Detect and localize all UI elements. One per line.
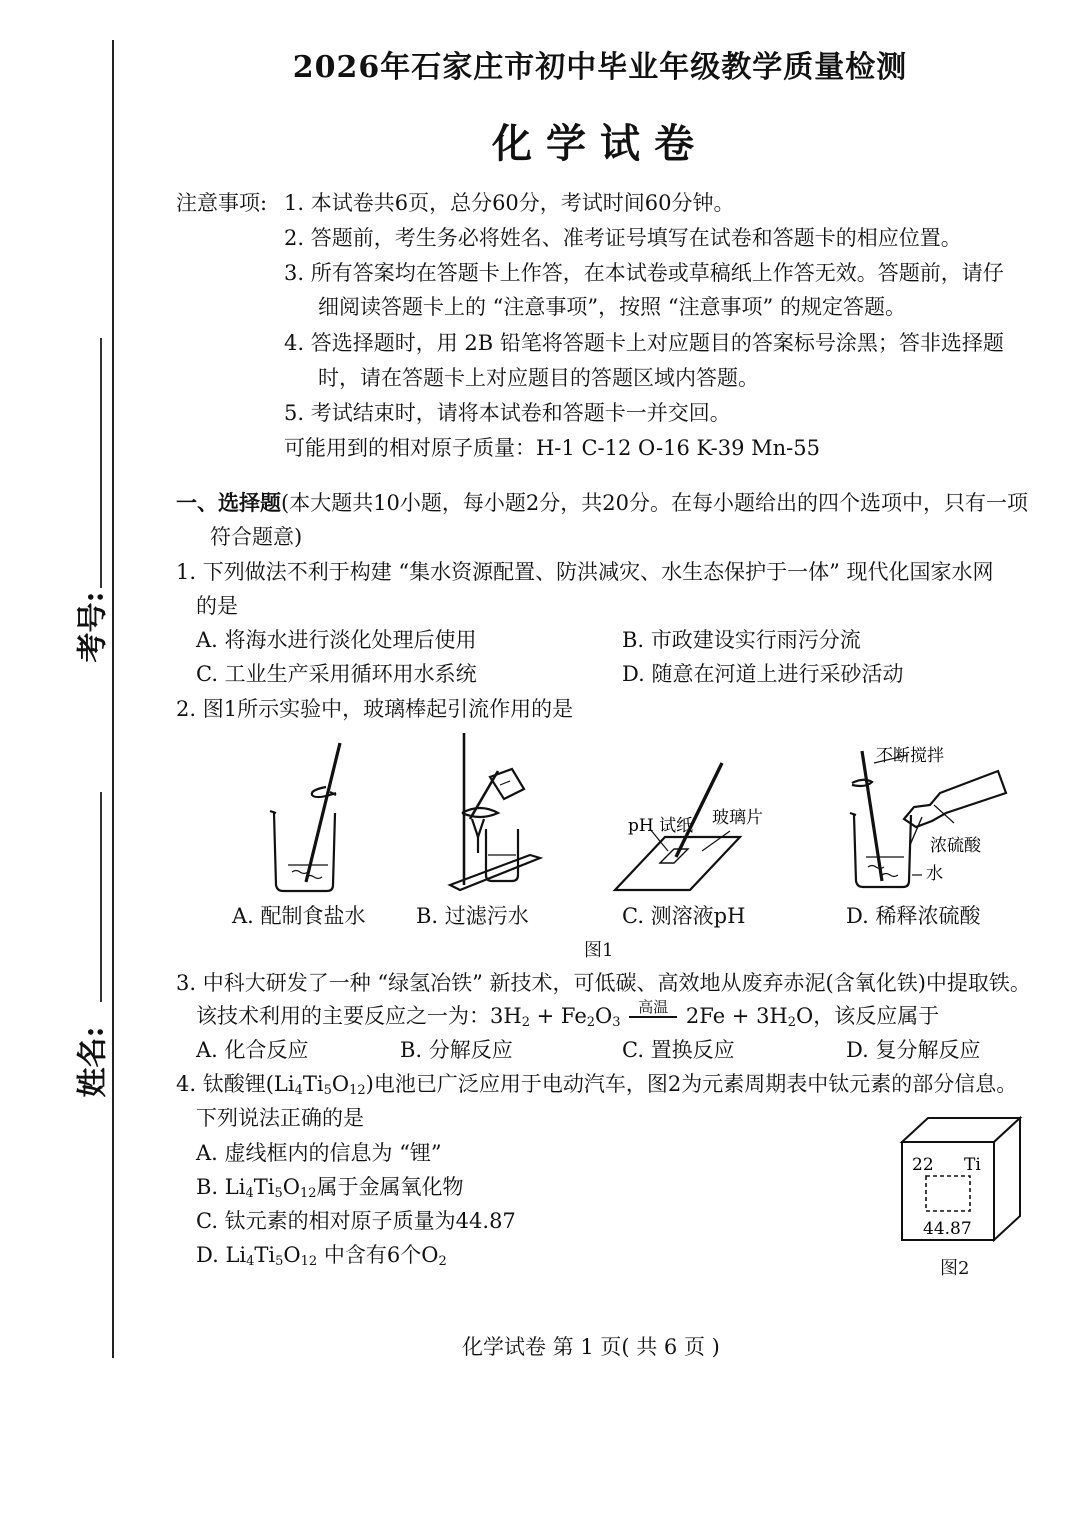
q1-stem-line2: 的是 — [196, 594, 238, 618]
q1-option-b: B. 市政建设实行雨污分流 — [622, 628, 861, 652]
q3-stem-post: ，该反应属于 — [813, 1004, 940, 1028]
q1-stem: 1. 下列做法不利于构建 “集水资源配置、防洪减灾、水生态保护于一体” 现代化国家水网 — [176, 560, 994, 584]
q3-option-d: D. 复分解反应 — [846, 1038, 981, 1062]
q4-stem: 4. 钛酸锂$(Li_4Ti_5O_{12})$电池已广泛应用于电动汽车，图2为元素周期表中钛元素的部分信息。 — [176, 1072, 1018, 1098]
element-atomic-number: 22 — [912, 1155, 934, 1175]
beaker-a-drawing — [270, 743, 340, 891]
notice-item: 5. 考试结束时，请将本试卷和答题卡一并交回。 — [284, 401, 731, 425]
fig1-caption-a: A. 配制食盐水 — [232, 904, 366, 928]
atomic-mass-line: 可能用到的相对原子质量：H-1 C-12 O-16 K-39 Mn-55 — [284, 436, 820, 460]
name-label: 姓名: — [75, 1026, 111, 1098]
label-ph-paper: pH 试纸 — [628, 816, 694, 836]
notice-item: 细阅读答题卡上的 “注意事项”，按照 “注意事项” 的规定答题。 — [318, 295, 906, 319]
q4-option-b: B. $Li_4Ti_5O_{12}$属于金属氧化物 — [196, 1175, 464, 1201]
fig1-caption-b: B. 过滤污水 — [416, 904, 529, 928]
element-symbol: Ti — [964, 1155, 981, 1175]
q3-reaction-condition: 高温 — [638, 998, 669, 1016]
q4-option-c: C. 钛元素的相对原子质量为44.87 — [196, 1209, 516, 1233]
q3-equation-right: $2Fe + 3H_2O$ — [679, 1004, 814, 1030]
q3-option-b: B. 分解反应 — [400, 1038, 513, 1062]
figure2-element-card — [896, 1112, 1028, 1246]
exam-number-label: 考号: — [75, 591, 111, 663]
notice-item: 2. 答题前，考生务必将姓名、准考证号填写在试卷和答题卡的相应位置。 — [284, 226, 962, 250]
notice-label: 注意事项: — [176, 191, 268, 215]
exam-number-line — [100, 338, 102, 588]
notice-item: 3. 所有答案均在答题卡上作答，在本试卷或草稿纸上作答无效。答题前，请仔 — [284, 261, 1004, 285]
page-subtitle: 化学试卷 — [492, 120, 708, 167]
section-heading — [176, 490, 1028, 516]
q4-option-d: D. $Li_4Ti_5O_{12}$ 中含有6个$O_2$ — [196, 1243, 447, 1269]
page-title: 2026年石家庄市初中毕业年级教学质量检测 — [292, 50, 908, 85]
page-footer: 化学试卷 第 1 页( 共 6 页 ) — [462, 1335, 720, 1359]
q3-equation-left: $3H_2 + Fe_2O_3$ — [490, 1004, 621, 1030]
q4-option-a: A. 虚线框内的信息为 “锂” — [196, 1141, 442, 1165]
label-water: 水 — [926, 864, 943, 884]
fig1-caption-d: D. 稀释浓硫酸 — [846, 904, 981, 928]
q3-stem-pre: 该技术利用的主要反应之一为： — [196, 1004, 490, 1028]
q3-option-a: A. 化合反应 — [196, 1038, 309, 1062]
section-heading-bold: 一、选择题 — [176, 490, 281, 515]
section-heading-line2: 符合题意) — [210, 525, 303, 549]
figure1-diagram — [230, 725, 1050, 900]
q1-option-a: A. 将海水进行淡化处理后使用 — [196, 628, 477, 652]
q4-stem-post: )电池已广泛应用于电动汽车，图2为元素周期表中钛元素的部分信息。 — [365, 1072, 1018, 1096]
fig1-caption-c: C. 测溶液pH — [622, 904, 746, 928]
q3-option-c: C. 置换反应 — [622, 1038, 735, 1062]
binding-margin-line — [112, 40, 114, 1358]
q3-reaction-bar — [629, 1016, 677, 1018]
q3-stem-line2 — [196, 998, 940, 1030]
label-glass-slide: 玻璃片 — [712, 808, 763, 828]
notice-item: 4. 答选择题时，用 2B 铅笔将答题卡上对应题目的答案标号涂黑；答非选择题 — [284, 331, 1004, 355]
label-concentrated-acid: 浓硫酸 — [930, 836, 981, 856]
section-heading-rest: (本大题共10小题，每小题2分，共20分。在每小题给出的四个选项中，只有一项 — [281, 491, 1028, 515]
q4-option-d-text: 中含有6个O — [323, 1243, 439, 1267]
figure2-label: 图2 — [940, 1258, 970, 1279]
element-atomic-mass: 44.87 — [923, 1219, 972, 1239]
label-continuous-stirring: 不断搅拌 — [876, 746, 944, 766]
figure1-label: 图1 — [584, 940, 614, 961]
notice-item: 1. 本试卷共6页，总分60分，考试时间60分钟。 — [284, 191, 735, 215]
notice-item: 时，请在答题卡上对应题目的答题区域内答题。 — [318, 366, 759, 390]
q4-option-b-text: 属于金属氧化物 — [316, 1175, 464, 1199]
q3-stem: 3. 中科大研发了一种 “绿氢冶铁” 新技术，可低碳、高效地从废弃赤泥(含氧化铁)中提取铁。 — [176, 971, 1031, 995]
q4-stem-line2: 下列说法正确的是 — [196, 1106, 364, 1130]
q1-option-d: D. 随意在河道上进行采砂活动 — [622, 662, 904, 686]
name-line — [100, 792, 102, 1002]
filtration-b-drawing — [450, 733, 540, 890]
q2-stem: 2. 图1所示实验中，玻璃棒起引流作用的是 — [176, 697, 574, 721]
q1-option-c: C. 工业生产采用循环用水系统 — [196, 662, 477, 686]
